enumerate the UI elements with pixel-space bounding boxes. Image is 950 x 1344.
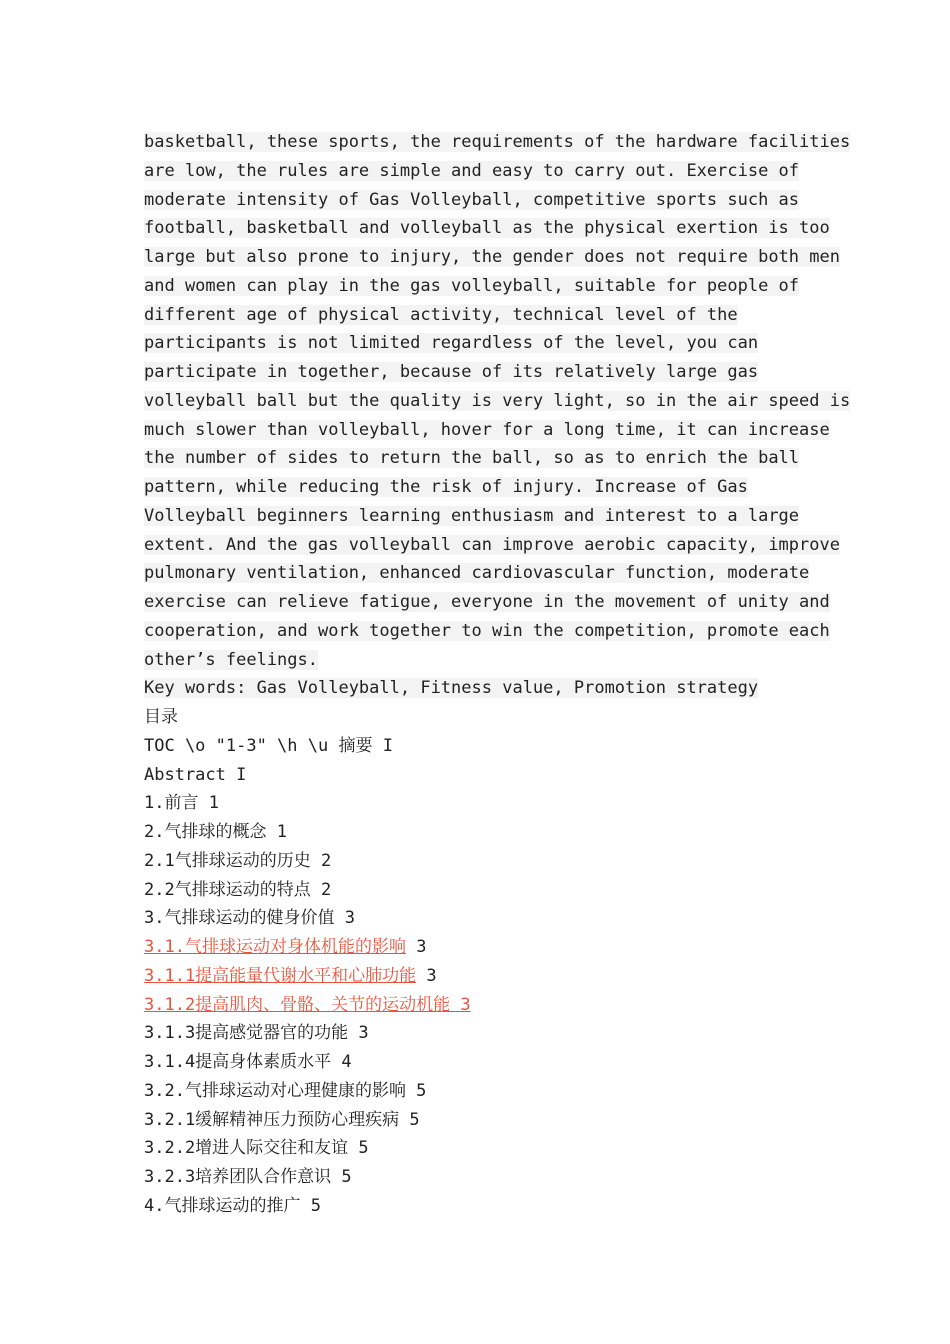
- toc-entry-link: [144, 962, 844, 991]
- toc-entry: 3.2.3培养团队合作意识 5: [144, 1167, 352, 1187]
- toc-link[interactable]: 3.1.2提高肌肉、骨骼、关节的运动机能 3: [144, 994, 471, 1015]
- abstract-line: exercise can relieve fatigue, everyone in the movement of unity and: [144, 592, 830, 612]
- toc-entry: 4.气排球运动的推广 5: [144, 1195, 321, 1216]
- abstract-line: different age of physical activity, technical level of the: [144, 304, 738, 325]
- toc-entry: 3.1.3提高感觉器官的功能 3: [144, 1023, 369, 1044]
- toc-entry-link: [144, 991, 844, 1020]
- toc-link[interactable]: 3.1.气排球运动对身体机能的影响: [144, 937, 406, 957]
- toc-entry: 3.1.4提高身体素质水平 4: [144, 1052, 352, 1072]
- keywords-line: Key words: Gas Volleyball, Fitness value, Promotion strategy: [144, 678, 759, 699]
- abstract-line: cooperation, and work together to win the competition, promote each: [144, 620, 830, 641]
- abstract-line: basketball, these sports, the requirements of the hardware facilities: [144, 132, 851, 152]
- abstract-line: volleyball ball but the quality is very light, so in the air speed is: [144, 390, 851, 411]
- toc-field-code: TOC \o "1-3" \h \u 摘要 I: [144, 735, 393, 756]
- abstract-line: participate in together, because of its relatively large gas: [144, 362, 759, 382]
- abstract-line: moderate intensity of Gas Volleyball, competitive sports such as: [144, 189, 800, 210]
- table-of-contents: [144, 761, 844, 1221]
- abstract-line: large but also prone to injury, the gender does not require both men: [144, 247, 840, 267]
- abstract-line: Volleyball beginners learning enthusiasm and interest to a large: [144, 505, 800, 526]
- abstract-line: pattern, while reducing the risk of injury. Increase of Gas: [144, 477, 748, 497]
- toc-entry: Abstract I: [144, 764, 247, 785]
- toc-entry: 3.2.气排球运动对心理健康的影响 5: [144, 1080, 427, 1101]
- toc-entry: 1.前言 1: [144, 793, 219, 814]
- toc-page-number: 3: [405, 937, 427, 957]
- toc-entry: 2.2气排球运动的特点 2: [144, 879, 332, 900]
- toc-entry: 2.气排球的概念 1: [144, 822, 287, 842]
- abstract-line: pulmonary ventilation, enhanced cardiovascular function, moderate: [144, 563, 810, 584]
- abstract-line: other’s feelings.: [144, 649, 318, 670]
- toc-entry: 3.2.2增进人际交往和友谊 5: [144, 1138, 369, 1159]
- toc-link[interactable]: 3.1.1提高能量代谢水平和心肺功能: [144, 965, 417, 986]
- abstract-line: extent. And the gas volleyball can improve aerobic capacity, improve: [144, 534, 840, 555]
- abstract-line: participants is not limited regardless of the level, you can: [144, 333, 759, 354]
- abstract-line: are low, the rules are simple and easy to carry out. Exercise of: [144, 160, 800, 181]
- toc-entry: 3.气排球运动的健身价值 3: [144, 908, 355, 929]
- abstract-paragraph: [144, 128, 851, 674]
- document-page: [144, 128, 851, 1221]
- abstract-line: much slower than volleyball, hover for a long time, it can increase: [144, 419, 830, 440]
- toc-heading: 目录: [144, 707, 178, 727]
- toc-entry: 3.2.1缓解精神压力预防心理疾病 5: [144, 1109, 420, 1130]
- toc-entry-link: [144, 933, 844, 962]
- toc-entry: 2.1气排球运动的历史 2: [144, 850, 332, 871]
- abstract-line: football, basketball and volleyball as the physical exertion is too: [144, 218, 830, 239]
- toc-page-number: 3: [416, 965, 437, 986]
- abstract-line: and women can play in the gas volleyball, suitable for people of: [144, 275, 800, 296]
- abstract-line: the number of sides to return the ball, so as to enrich the ball: [144, 448, 800, 469]
